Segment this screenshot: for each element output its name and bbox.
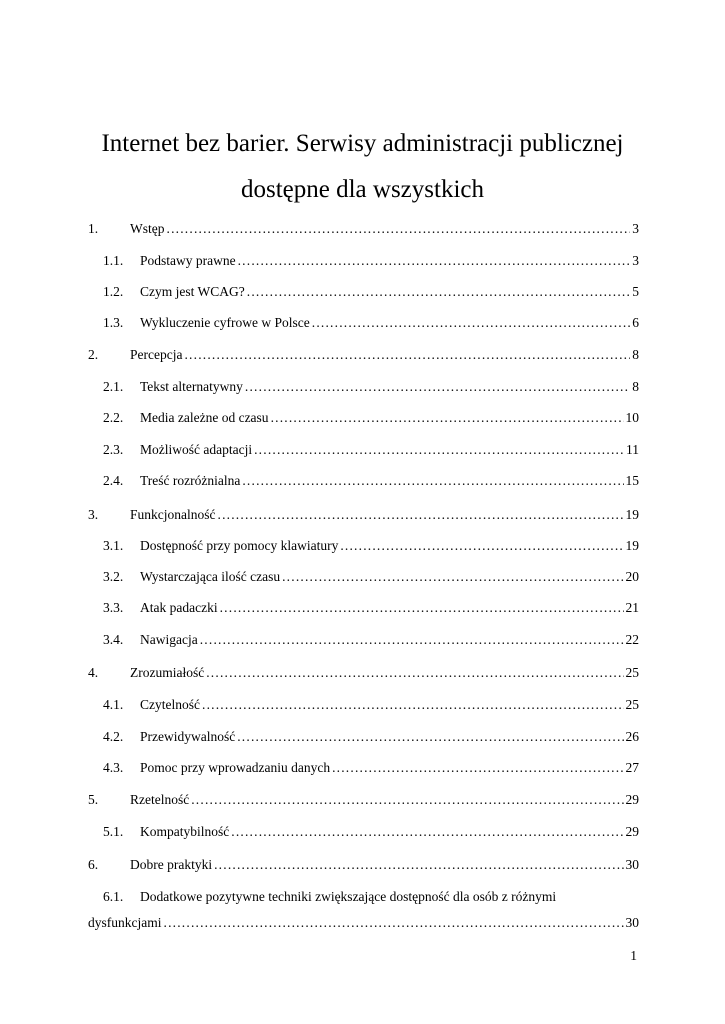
toc-entry-label: Możliwość adaptacji [140,442,253,457]
toc-entry-label: Dodatkowe pozytywne techniki zwiększające dostępność dla osób z różnymi [140,889,557,904]
toc-entry-2[interactable] [88,346,639,364]
page-number: 1 [630,948,637,963]
toc-entry-page: 26 [625,729,639,744]
dot-leader [237,728,623,746]
dot-leader [332,759,623,777]
toc-entry-2-1[interactable] [103,378,639,396]
toc-entry-3-3[interactable] [103,599,639,617]
dot-leader [214,856,623,874]
toc-entry-page: 30 [625,857,639,872]
dot-leader [220,599,624,617]
dot-leader [340,537,623,555]
dot-leader [271,409,624,427]
toc-entry-6-1-continued[interactable] [88,914,639,932]
toc-entry-label: Wstęp [130,221,165,236]
toc-entry-number: 4.2. [103,729,124,744]
toc-entry-page: 30 [625,915,639,930]
toc-entry-number: 3.1. [103,538,124,553]
toc-entry-page: 8 [632,347,639,362]
toc-entry-number: 3.3. [103,600,124,615]
toc-entry-label: Wykluczenie cyfrowe w Polsce [140,315,310,330]
toc-entry-page: 19 [625,538,639,553]
toc-entry-1-2[interactable] [103,283,639,301]
toc-entry-page: 3 [632,221,639,236]
toc-entry-page: 5 [632,284,639,299]
toc-entry-label: Dostępność przy pomocy klawiatury [140,538,339,553]
toc-entry-4-3[interactable] [103,759,639,777]
toc-entry-number: 3.4. [103,632,124,647]
dot-leader [164,914,624,932]
dot-leader [206,664,623,682]
dot-leader [242,472,623,490]
toc-entry-number: 1.3. [103,315,124,330]
dot-leader [184,346,630,364]
toc-entry-page: 6 [632,315,639,330]
toc-entry-1[interactable] [88,220,639,238]
toc-entry-number: 4. [88,665,99,680]
toc-entry-number: 3. [88,507,99,522]
toc-entry-page: 25 [625,697,639,712]
toc-entry-label: Percepcja [130,347,183,362]
toc-entry-number: 4.1. [103,697,124,712]
toc-entry-page: 25 [625,665,639,680]
toc-entry-page: 20 [625,569,639,584]
toc-entry-number: 6. [88,857,99,872]
toc-entry-label: Wystarczająca ilość czasu [140,569,281,584]
toc-entry-label: Podstawy prawne [140,253,236,268]
toc-entry-2-4[interactable] [103,472,639,490]
toc-entry-3-2[interactable] [103,568,639,586]
dot-leader [238,252,631,270]
toc-entry-1-3[interactable] [103,314,639,332]
toc-entry-2-3[interactable] [103,441,639,459]
toc-entry-4-2[interactable] [103,728,639,746]
toc-entry-page: 10 [625,410,639,425]
page-title: Internet bez barier. Serwisy administracji publicznej dostępne dla wszystkich [101,130,624,203]
toc-entry-number: 1. [88,221,99,236]
toc-entry-label: Rzetelność [130,792,190,807]
toc-entry-4-1[interactable] [103,696,639,714]
toc-entry-number: 3.2. [103,569,124,584]
toc-entry-label-continued: dysfunkcjami [88,915,162,930]
toc-entry-page: 21 [625,600,639,615]
toc-entry-number: 6.1. [103,889,124,904]
toc-entry-3-4[interactable] [103,631,639,649]
toc-entry-page: 3 [632,253,639,268]
dot-leader [245,378,630,396]
dot-leader [202,696,624,714]
toc-entry-label: Funkcjonalność [130,507,216,522]
toc-entry-page: 11 [626,442,639,457]
toc-entry-label: Nawigacja [140,632,198,647]
dot-leader [282,568,623,586]
toc-entry-label: Atak padaczki [140,600,218,615]
toc-entry-4[interactable] [88,664,639,682]
toc-entry-5-1[interactable] [103,823,639,841]
toc-entry-number: 4.3. [103,760,124,775]
toc-entry-label: Kompatybilność [140,824,230,839]
toc-entry-label: Treść rozróżnialna [140,473,241,488]
dot-leader [254,441,624,459]
toc-entry-1-1[interactable] [103,252,639,270]
dot-leader [312,314,631,332]
toc-entry-page: 8 [632,379,639,394]
toc-entry-2-2[interactable] [103,409,639,427]
toc-entry-page: 29 [625,792,639,807]
toc-entry-label: Tekst alternatywny [140,379,243,394]
toc-entry-label: Pomoc przy wprowadzaniu danych [140,760,331,775]
dot-leader [231,823,623,841]
dot-leader [200,631,624,649]
toc-entry-label: Media zależne od czasu [140,410,269,425]
toc-entry-label: Czym jest WCAG? [140,284,245,299]
dot-leader [218,506,624,524]
toc-entry-number: 2. [88,347,99,362]
toc-entry-3[interactable] [88,506,639,524]
toc-entry-page: 19 [625,507,639,522]
toc-entry-6-1[interactable] [103,888,639,906]
toc-entry-page: 15 [625,473,639,488]
toc-entry-page: 29 [625,824,639,839]
toc-entry-number: 2.1. [103,379,124,394]
toc-entry-page: 27 [625,760,639,775]
toc-entry-3-1[interactable] [103,537,639,555]
toc-entry-label: Dobre praktyki [130,857,213,872]
toc-entry-number: 1.1. [103,253,124,268]
toc-entry-label: Przewidywalność [140,729,236,744]
toc-entry-number: 2.3. [103,442,124,457]
dot-leader [191,791,623,809]
dot-leader [247,283,631,301]
toc-entry-6[interactable] [88,856,639,874]
toc-entry-number: 2.2. [103,410,124,425]
toc-entry-5[interactable] [88,791,639,809]
toc-entry-number: 5. [88,792,99,807]
toc-entry-label: Czytelność [140,697,200,712]
toc-entry-number: 1.2. [103,284,124,299]
toc-entry-number: 2.4. [103,473,124,488]
toc-entry-number: 5.1. [103,824,124,839]
toc-entry-page: 22 [625,632,639,647]
toc-entry-label: Zrozumiałość [130,665,205,680]
dot-leader [167,220,631,238]
